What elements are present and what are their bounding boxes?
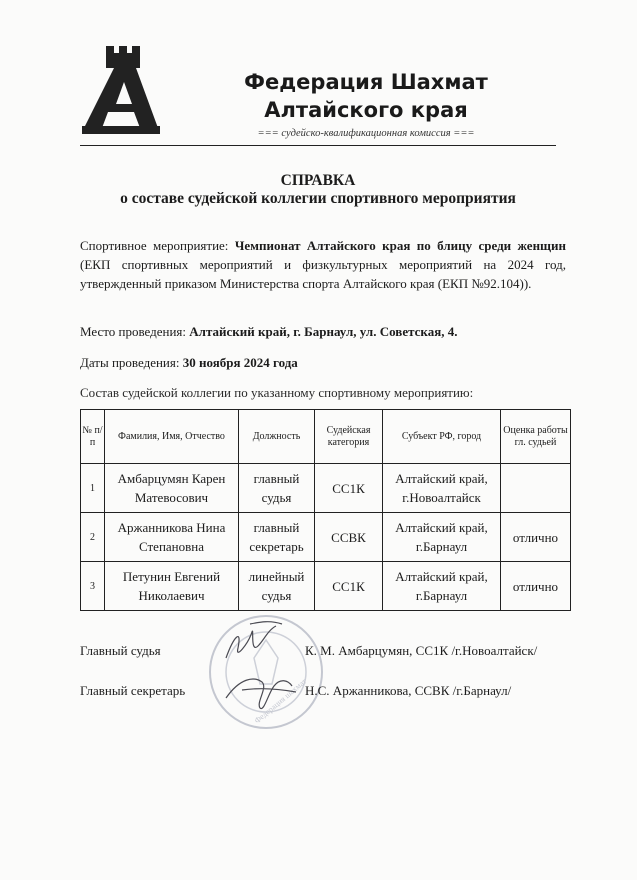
document-title-block (78, 172, 558, 208)
event-name: Чемпионат Алтайского края по блицу среди женщин (234, 238, 567, 253)
cell-number: 2 (81, 513, 105, 562)
cell-full-name: Амбарцумян Карен Матевосович (105, 464, 239, 513)
cell-full-name: Аржанникова Нина Степановна (105, 513, 239, 562)
document-subtitle: о составе судейской коллегии спортивного мероприятия (120, 190, 516, 207)
svg-text:Федерация шахмат: Федерация шахмат (252, 676, 309, 726)
header-number: № п/п (81, 410, 105, 464)
document-title: СПРАВКА (280, 172, 356, 189)
cell-position: линейный судья (239, 562, 315, 611)
chief-judge-label: Главный судья (80, 643, 161, 658)
cell-category: СС1К (315, 562, 383, 611)
cell-number: 3 (81, 562, 105, 611)
table-header-row (81, 410, 571, 464)
table-row (81, 513, 571, 562)
org-line-2: Алтайского края (264, 98, 468, 122)
table-row (81, 562, 571, 611)
organization-subtitle: === судейско-квалификационная комиссия === (257, 128, 475, 139)
dates-value: 30 ноября 2024 года (182, 355, 298, 370)
cell-region: Алтайский край, г.Барнаул (383, 562, 501, 611)
table-row (81, 464, 571, 513)
header-position: Должность (239, 410, 315, 464)
federation-logo (80, 40, 162, 136)
panel-intro: Состав судейской коллегии по указанному спортивному мероприятию: (80, 385, 474, 400)
venue-value: Алтайский край, г. Барнаул, ул. Советская, 4. (189, 324, 458, 339)
dates-label: Даты проведения: (80, 355, 180, 370)
cell-position: главный секретарь (239, 513, 315, 562)
dates-paragraph (80, 353, 566, 372)
cell-full-name: Петунин Евгений Николаевич (105, 562, 239, 611)
cell-region: Алтайский край, г.Новоалтайск (383, 464, 501, 513)
cell-position: главный судья (239, 464, 315, 513)
chief-secretary-label: Главный секретарь (80, 683, 186, 698)
chief-judge-signature (220, 618, 290, 670)
judges-table (80, 409, 571, 611)
header-full-name: Фамилия, Имя, Отчество (105, 410, 239, 464)
cell-category: ССВК (315, 513, 383, 562)
cell-rating: отлично (501, 562, 571, 611)
event-details: (ЕКП спортивных мероприятий и физкультурных мероприятий на 2024 год, утвержденный приказом Министерства спорта Алтайского края (ЕКП №92.104)). (80, 257, 566, 291)
venue-label: Место проведения: (80, 324, 187, 339)
header-category: Судейская категория (315, 410, 383, 464)
org-line-1: Федерация Шахмат (244, 70, 488, 94)
cell-number: 1 (81, 464, 105, 513)
chief-secretary-name: Н.С. Аржанникова, ССВК /г.Барнаул/ (305, 683, 512, 698)
venue-paragraph (80, 322, 566, 341)
header-rating: Оценка работы гл. судьей (501, 410, 571, 464)
organization-title (236, 68, 496, 124)
header-region: Субъект РФ, город (383, 410, 501, 464)
chief-secretary-signature (222, 668, 302, 712)
header-divider (80, 145, 556, 146)
chief-judge-name: К. М. Амбарцумян, СС1К /г.Новоалтайск/ (305, 643, 538, 658)
event-paragraph (80, 236, 566, 293)
event-label: Спортивное мероприятие: (80, 238, 229, 253)
cell-region: Алтайский край, г.Барнаул (383, 513, 501, 562)
cell-rating: отлично (501, 513, 571, 562)
cell-category: СС1К (315, 464, 383, 513)
cell-rating (501, 464, 571, 513)
